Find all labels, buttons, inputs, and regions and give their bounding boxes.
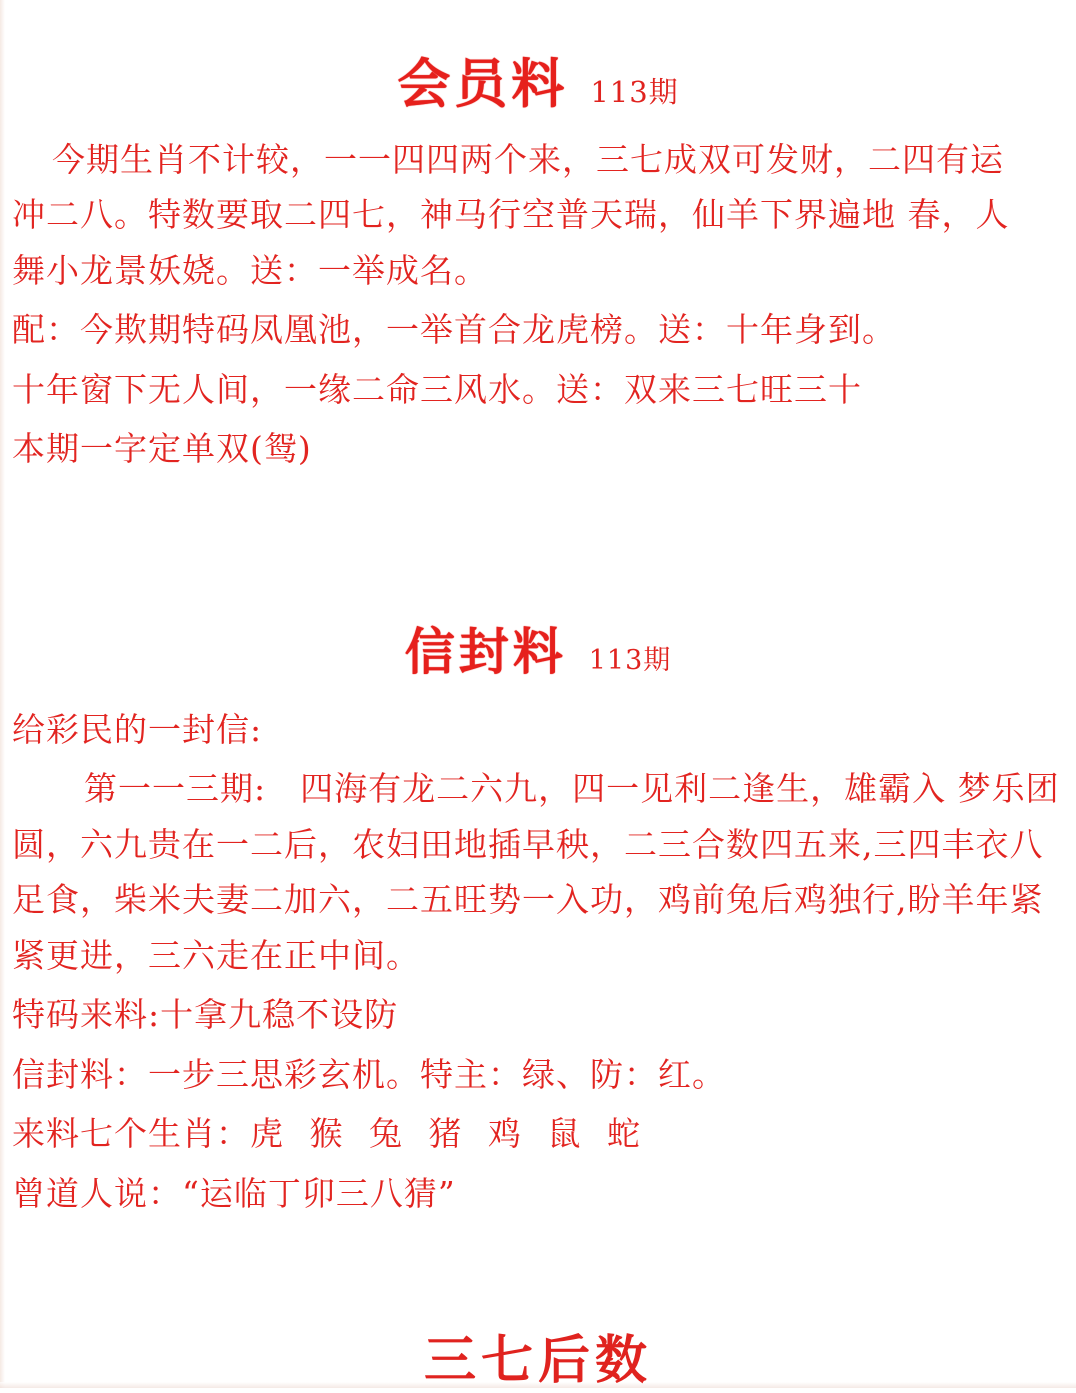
section2-title: 信封料	[404, 622, 567, 681]
section1-line-4: 配：今欺期特码凤凰池，一举首合龙虎榜。送：十年身到。	[12, 310, 896, 350]
section2-line-6: 信封料：一步三思彩玄机。特主：绿、防：红。	[12, 1054, 726, 1094]
section1-issue: 113期	[590, 75, 679, 109]
section2-intro: 给彩民的一封信:	[12, 710, 263, 749]
section1-title: 会员料	[397, 53, 569, 115]
section1-heading	[0, 42, 1076, 118]
section1-line-5: 十年窗下无人间，一缘二命三风水。送：双来三七旺三十	[12, 369, 862, 409]
section2-quote: 曾道人说：“运临丁卯三八猜”	[12, 1173, 456, 1213]
section1-line-2: 冲二八。特数要取二四七，神马行空普天瑞，仙羊下界遍地 春，人	[12, 195, 1010, 235]
section2-line-5: 特码来料:十拿九稳不设防	[12, 995, 399, 1035]
section2-line-4: 紧更进，三六走在正中间。	[12, 935, 420, 975]
section1-line-6: 本期一字定单双(鸳)	[12, 429, 312, 469]
section1-line-1: 今期生肖不计较，一一四四两个来，三七成双可发财，二四有运	[52, 140, 1004, 179]
section-member-material	[0, 42, 1076, 477]
section2-line-2: 圆，六九贵在一二后，农妇田地插早秧，二三合数四五来,三四丰衣八	[12, 824, 1044, 864]
footer-title: 三七后数	[423, 1330, 652, 1391]
section2-line-3: 足食，柴米夫妻二加六，二五旺势一入功，鸡前兔后鸡独行,盼羊年紧	[12, 880, 1044, 920]
section2-zodiac-row	[12, 1106, 1064, 1161]
section-envelope-material	[0, 612, 1076, 1221]
section2-issue: 113期	[588, 645, 672, 676]
section1-body	[0, 132, 1076, 477]
section2-line-1: 第一一三期: 四海有龙二六九，四一见利二逢生，雄霸入 梦乐团	[84, 769, 1060, 809]
zodiac-list: 虎 猴 兔 猪 鸡 鼠 蛇	[250, 1114, 648, 1154]
section1-line-3: 舞小龙景妖娆。送：一举成名。	[12, 250, 488, 290]
section2-body	[0, 702, 1076, 1221]
zodiac-label: 来料七个生肖：	[12, 1114, 250, 1154]
section2-heading	[0, 612, 1076, 684]
